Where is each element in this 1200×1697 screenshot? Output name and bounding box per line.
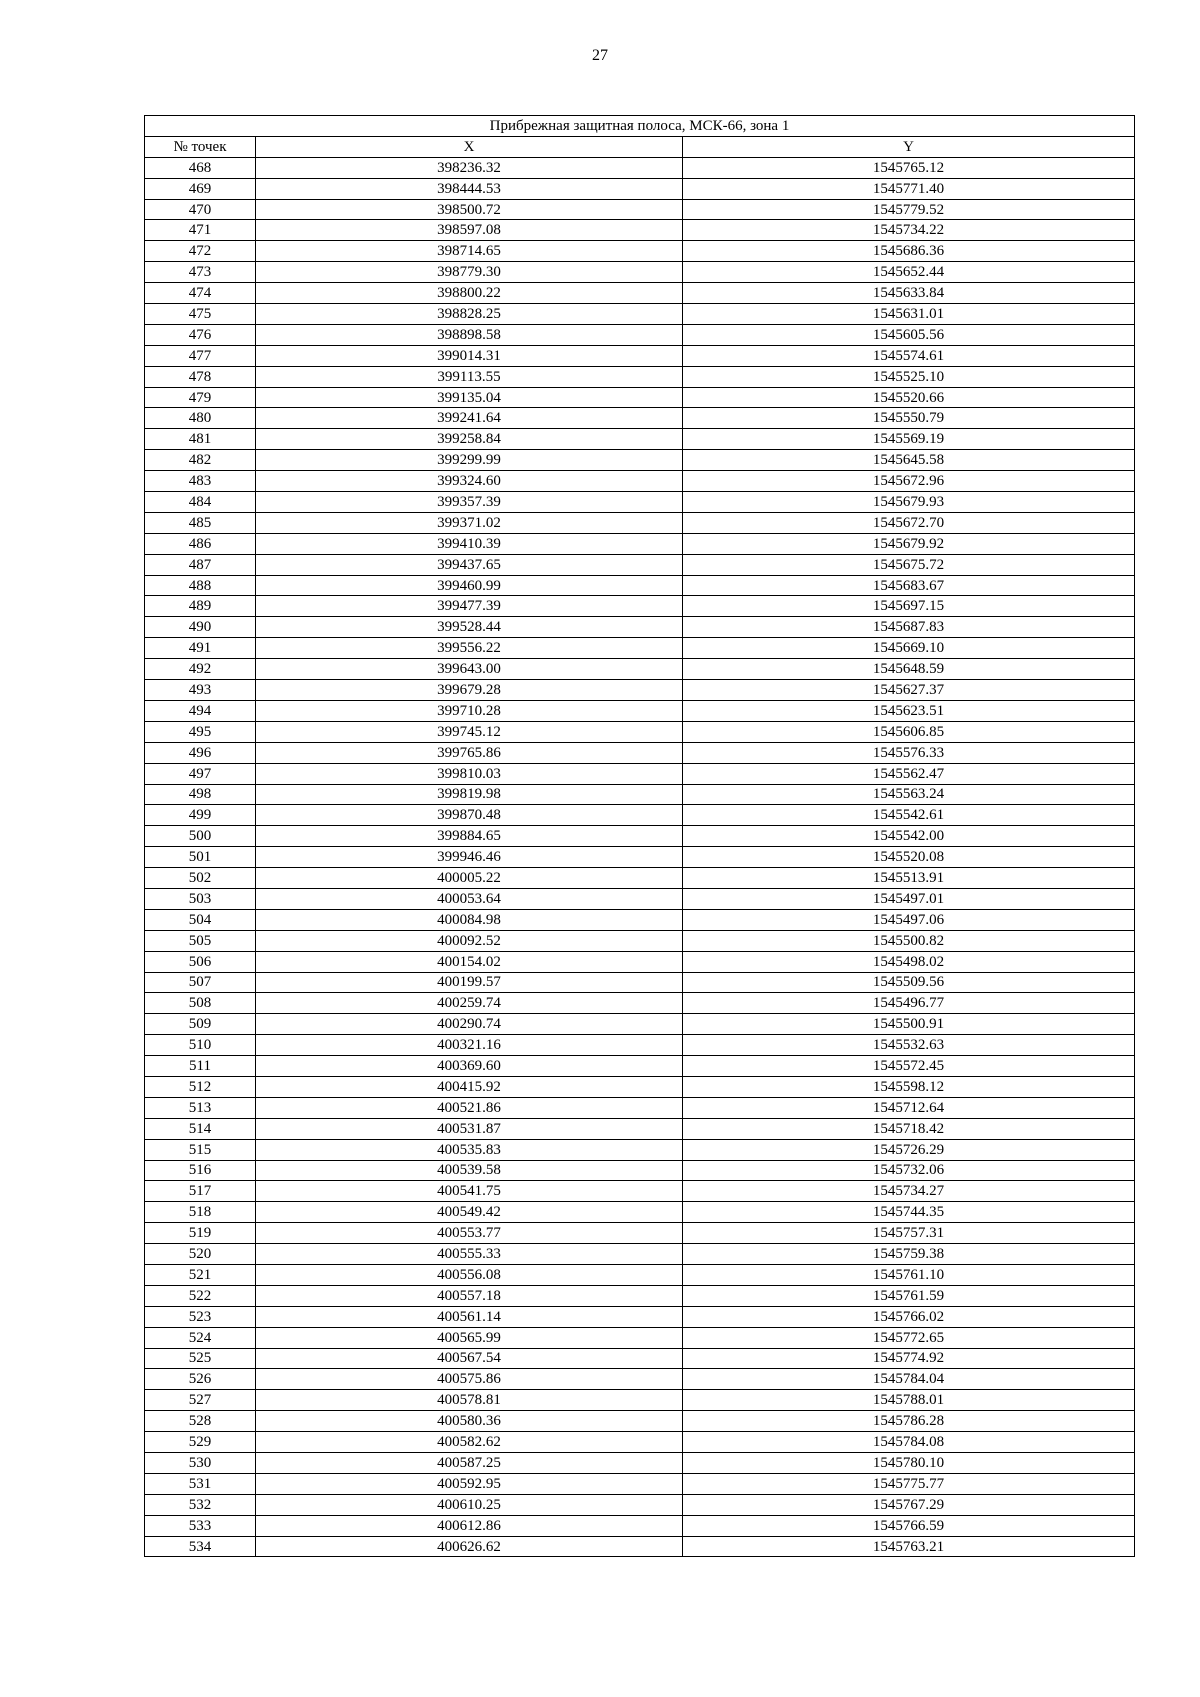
table-row <box>145 868 1135 889</box>
y-coordinate-cell: 1545786.28 <box>683 1411 1135 1432</box>
point-number-cell: 480 <box>145 408 256 429</box>
point-number-cell: 468 <box>145 157 256 178</box>
table-row <box>145 1076 1135 1097</box>
column-header-y: Y <box>683 136 1135 157</box>
y-coordinate-cell: 1545734.22 <box>683 220 1135 241</box>
y-coordinate-cell: 1545784.04 <box>683 1369 1135 1390</box>
y-coordinate-cell: 1545574.61 <box>683 345 1135 366</box>
y-coordinate-cell: 1545675.72 <box>683 554 1135 575</box>
table-row <box>145 1014 1135 1035</box>
y-coordinate-cell: 1545765.12 <box>683 157 1135 178</box>
point-number-cell: 529 <box>145 1432 256 1453</box>
table-row <box>145 492 1135 513</box>
y-coordinate-cell: 1545525.10 <box>683 366 1135 387</box>
table-row <box>145 220 1135 241</box>
x-coordinate-cell: 399324.60 <box>256 471 683 492</box>
y-coordinate-cell: 1545497.01 <box>683 888 1135 909</box>
y-coordinate-cell: 1545779.52 <box>683 199 1135 220</box>
table-row <box>145 1264 1135 1285</box>
x-coordinate-cell: 400567.54 <box>256 1348 683 1369</box>
x-coordinate-cell: 399113.55 <box>256 366 683 387</box>
x-coordinate-cell: 399437.65 <box>256 554 683 575</box>
x-coordinate-cell: 399014.31 <box>256 345 683 366</box>
y-coordinate-cell: 1545744.35 <box>683 1202 1135 1223</box>
table-row <box>145 951 1135 972</box>
point-number-cell: 509 <box>145 1014 256 1035</box>
table-row <box>145 1473 1135 1494</box>
point-number-cell: 490 <box>145 617 256 638</box>
table-row <box>145 659 1135 680</box>
point-number-cell: 527 <box>145 1390 256 1411</box>
y-coordinate-cell: 1545645.58 <box>683 450 1135 471</box>
point-number-cell: 528 <box>145 1411 256 1432</box>
point-number-cell: 530 <box>145 1453 256 1474</box>
x-coordinate-cell: 400415.92 <box>256 1076 683 1097</box>
y-coordinate-cell: 1545652.44 <box>683 262 1135 283</box>
table-row <box>145 721 1135 742</box>
point-number-cell: 493 <box>145 680 256 701</box>
y-coordinate-cell: 1545500.82 <box>683 930 1135 951</box>
table-row <box>145 554 1135 575</box>
x-coordinate-cell: 400541.75 <box>256 1181 683 1202</box>
table-title: Прибрежная защитная полоса, МСК-66, зона 1 <box>145 116 1135 137</box>
point-number-cell: 481 <box>145 429 256 450</box>
point-number-cell: 486 <box>145 533 256 554</box>
point-number-cell: 499 <box>145 805 256 826</box>
x-coordinate-cell: 398779.30 <box>256 262 683 283</box>
y-coordinate-cell: 1545550.79 <box>683 408 1135 429</box>
x-coordinate-cell: 400578.81 <box>256 1390 683 1411</box>
table-row <box>145 429 1135 450</box>
x-coordinate-cell: 398828.25 <box>256 304 683 325</box>
point-number-cell: 485 <box>145 512 256 533</box>
y-coordinate-cell: 1545669.10 <box>683 638 1135 659</box>
y-coordinate-cell: 1545509.56 <box>683 972 1135 993</box>
y-coordinate-cell: 1545633.84 <box>683 283 1135 304</box>
point-number-cell: 510 <box>145 1035 256 1056</box>
x-coordinate-cell: 399135.04 <box>256 387 683 408</box>
y-coordinate-cell: 1545513.91 <box>683 868 1135 889</box>
x-coordinate-cell: 400535.83 <box>256 1139 683 1160</box>
y-coordinate-cell: 1545496.77 <box>683 993 1135 1014</box>
x-coordinate-cell: 400580.36 <box>256 1411 683 1432</box>
x-coordinate-cell: 399357.39 <box>256 492 683 513</box>
point-number-cell: 516 <box>145 1160 256 1181</box>
x-coordinate-cell: 399679.28 <box>256 680 683 701</box>
table-row <box>145 742 1135 763</box>
x-coordinate-cell: 398236.32 <box>256 157 683 178</box>
y-coordinate-cell: 1545606.85 <box>683 721 1135 742</box>
x-coordinate-cell: 398597.08 <box>256 220 683 241</box>
x-coordinate-cell: 399477.39 <box>256 596 683 617</box>
point-number-cell: 534 <box>145 1536 256 1557</box>
y-coordinate-cell: 1545627.37 <box>683 680 1135 701</box>
y-coordinate-cell: 1545672.70 <box>683 512 1135 533</box>
table-row <box>145 826 1135 847</box>
y-coordinate-cell: 1545679.93 <box>683 492 1135 513</box>
table-row <box>145 930 1135 951</box>
point-number-cell: 500 <box>145 826 256 847</box>
x-coordinate-cell: 399884.65 <box>256 826 683 847</box>
point-number-cell: 471 <box>145 220 256 241</box>
table-row <box>145 1056 1135 1077</box>
table-row <box>145 680 1135 701</box>
x-coordinate-cell: 400549.42 <box>256 1202 683 1223</box>
y-coordinate-cell: 1545761.10 <box>683 1264 1135 1285</box>
table-row <box>145 1097 1135 1118</box>
x-coordinate-cell: 399528.44 <box>256 617 683 638</box>
point-number-cell: 494 <box>145 700 256 721</box>
x-coordinate-cell: 399410.39 <box>256 533 683 554</box>
point-number-cell: 491 <box>145 638 256 659</box>
point-number-cell: 475 <box>145 304 256 325</box>
table-row <box>145 805 1135 826</box>
x-coordinate-cell: 400612.86 <box>256 1515 683 1536</box>
x-coordinate-cell: 400561.14 <box>256 1306 683 1327</box>
y-coordinate-cell: 1545498.02 <box>683 951 1135 972</box>
coordinates-table <box>144 115 1135 1557</box>
point-number-cell: 514 <box>145 1118 256 1139</box>
table-row <box>145 993 1135 1014</box>
table-row <box>145 1160 1135 1181</box>
point-number-cell: 496 <box>145 742 256 763</box>
y-coordinate-cell: 1545631.01 <box>683 304 1135 325</box>
y-coordinate-cell: 1545605.56 <box>683 324 1135 345</box>
x-coordinate-cell: 399258.84 <box>256 429 683 450</box>
x-coordinate-cell: 400553.77 <box>256 1223 683 1244</box>
table-row <box>145 283 1135 304</box>
point-number-cell: 476 <box>145 324 256 345</box>
x-coordinate-cell: 399460.99 <box>256 575 683 596</box>
x-coordinate-cell: 399946.46 <box>256 847 683 868</box>
x-coordinate-cell: 400557.18 <box>256 1285 683 1306</box>
point-number-cell: 503 <box>145 888 256 909</box>
point-number-cell: 495 <box>145 721 256 742</box>
y-coordinate-cell: 1545732.06 <box>683 1160 1135 1181</box>
x-coordinate-cell: 400053.64 <box>256 888 683 909</box>
y-coordinate-cell: 1545774.92 <box>683 1348 1135 1369</box>
point-number-cell: 484 <box>145 492 256 513</box>
point-number-cell: 508 <box>145 993 256 1014</box>
point-number-cell: 498 <box>145 784 256 805</box>
point-number-cell: 517 <box>145 1181 256 1202</box>
table-row <box>145 847 1135 868</box>
y-coordinate-cell: 1545683.67 <box>683 575 1135 596</box>
table-row <box>145 408 1135 429</box>
point-number-cell: 512 <box>145 1076 256 1097</box>
point-number-cell: 483 <box>145 471 256 492</box>
y-coordinate-cell: 1545563.24 <box>683 784 1135 805</box>
y-coordinate-cell: 1545718.42 <box>683 1118 1135 1139</box>
table-row <box>145 1390 1135 1411</box>
column-header-x: X <box>256 136 683 157</box>
y-coordinate-cell: 1545775.77 <box>683 1473 1135 1494</box>
point-number-cell: 469 <box>145 178 256 199</box>
point-number-cell: 518 <box>145 1202 256 1223</box>
table-row <box>145 1327 1135 1348</box>
point-number-cell: 531 <box>145 1473 256 1494</box>
point-number-cell: 524 <box>145 1327 256 1348</box>
y-coordinate-cell: 1545726.29 <box>683 1139 1135 1160</box>
point-number-cell: 470 <box>145 199 256 220</box>
x-coordinate-cell: 400321.16 <box>256 1035 683 1056</box>
table-row <box>145 763 1135 784</box>
y-coordinate-cell: 1545697.15 <box>683 596 1135 617</box>
x-coordinate-cell: 400610.25 <box>256 1494 683 1515</box>
table-row <box>145 1139 1135 1160</box>
x-coordinate-cell: 400626.62 <box>256 1536 683 1557</box>
page-number: 27 <box>592 47 608 64</box>
point-number-cell: 497 <box>145 763 256 784</box>
point-number-cell: 519 <box>145 1223 256 1244</box>
y-coordinate-cell: 1545672.96 <box>683 471 1135 492</box>
point-number-cell: 478 <box>145 366 256 387</box>
table-row <box>145 1453 1135 1474</box>
table-row <box>145 471 1135 492</box>
x-coordinate-cell: 400290.74 <box>256 1014 683 1035</box>
table-row <box>145 1306 1135 1327</box>
point-number-cell: 473 <box>145 262 256 283</box>
y-coordinate-cell: 1545532.63 <box>683 1035 1135 1056</box>
y-coordinate-cell: 1545780.10 <box>683 1453 1135 1474</box>
x-coordinate-cell: 400539.58 <box>256 1160 683 1181</box>
table-row <box>145 1181 1135 1202</box>
point-number-cell: 477 <box>145 345 256 366</box>
x-coordinate-cell: 400369.60 <box>256 1056 683 1077</box>
point-number-cell: 520 <box>145 1244 256 1265</box>
point-number-cell: 472 <box>145 241 256 262</box>
x-coordinate-cell: 398500.72 <box>256 199 683 220</box>
table-row <box>145 366 1135 387</box>
point-number-cell: 526 <box>145 1369 256 1390</box>
x-coordinate-cell: 400084.98 <box>256 909 683 930</box>
table-row <box>145 199 1135 220</box>
point-number-cell: 522 <box>145 1285 256 1306</box>
y-coordinate-cell: 1545788.01 <box>683 1390 1135 1411</box>
x-coordinate-cell: 400092.52 <box>256 930 683 951</box>
table-row <box>145 575 1135 596</box>
x-coordinate-cell: 399765.86 <box>256 742 683 763</box>
y-coordinate-cell: 1545679.92 <box>683 533 1135 554</box>
y-coordinate-cell: 1545766.02 <box>683 1306 1135 1327</box>
point-number-cell: 513 <box>145 1097 256 1118</box>
x-coordinate-cell: 399870.48 <box>256 805 683 826</box>
y-coordinate-cell: 1545500.91 <box>683 1014 1135 1035</box>
y-coordinate-cell: 1545772.65 <box>683 1327 1135 1348</box>
x-coordinate-cell: 399745.12 <box>256 721 683 742</box>
point-number-cell: 474 <box>145 283 256 304</box>
table-row <box>145 888 1135 909</box>
x-coordinate-cell: 398800.22 <box>256 283 683 304</box>
table-row <box>145 596 1135 617</box>
table-row <box>145 972 1135 993</box>
y-coordinate-cell: 1545767.29 <box>683 1494 1135 1515</box>
table-row <box>145 909 1135 930</box>
point-number-cell: 523 <box>145 1306 256 1327</box>
table-row <box>145 1369 1135 1390</box>
table-row <box>145 1348 1135 1369</box>
x-coordinate-cell: 400259.74 <box>256 993 683 1014</box>
x-coordinate-cell: 399371.02 <box>256 512 683 533</box>
point-number-cell: 488 <box>145 575 256 596</box>
table-row <box>145 1494 1135 1515</box>
table-row <box>145 1432 1135 1453</box>
x-coordinate-cell: 400582.62 <box>256 1432 683 1453</box>
point-number-cell: 525 <box>145 1348 256 1369</box>
y-coordinate-cell: 1545569.19 <box>683 429 1135 450</box>
point-number-cell: 521 <box>145 1264 256 1285</box>
y-coordinate-cell: 1545763.21 <box>683 1536 1135 1557</box>
table-row <box>145 512 1135 533</box>
x-coordinate-cell: 398898.58 <box>256 324 683 345</box>
point-number-cell: 487 <box>145 554 256 575</box>
table-row <box>145 533 1135 554</box>
point-number-cell: 505 <box>145 930 256 951</box>
y-coordinate-cell: 1545520.66 <box>683 387 1135 408</box>
y-coordinate-cell: 1545687.83 <box>683 617 1135 638</box>
y-coordinate-cell: 1545784.08 <box>683 1432 1135 1453</box>
table-row <box>145 304 1135 325</box>
point-number-cell: 507 <box>145 972 256 993</box>
point-number-cell: 501 <box>145 847 256 868</box>
table-row <box>145 1536 1135 1557</box>
y-coordinate-cell: 1545766.59 <box>683 1515 1135 1536</box>
y-coordinate-cell: 1545712.64 <box>683 1097 1135 1118</box>
table-row <box>145 387 1135 408</box>
table-row <box>145 1118 1135 1139</box>
y-coordinate-cell: 1545576.33 <box>683 742 1135 763</box>
table-row <box>145 1202 1135 1223</box>
y-coordinate-cell: 1545757.31 <box>683 1223 1135 1244</box>
x-coordinate-cell: 399810.03 <box>256 763 683 784</box>
x-coordinate-cell: 400154.02 <box>256 951 683 972</box>
x-coordinate-cell: 400521.86 <box>256 1097 683 1118</box>
table-row <box>145 1515 1135 1536</box>
table-row <box>145 1244 1135 1265</box>
y-coordinate-cell: 1545542.00 <box>683 826 1135 847</box>
point-number-cell: 533 <box>145 1515 256 1536</box>
point-number-cell: 506 <box>145 951 256 972</box>
x-coordinate-cell: 399299.99 <box>256 450 683 471</box>
x-coordinate-cell: 398444.53 <box>256 178 683 199</box>
x-coordinate-cell: 399710.28 <box>256 700 683 721</box>
table-row <box>145 262 1135 283</box>
y-coordinate-cell: 1545686.36 <box>683 241 1135 262</box>
table-row <box>145 1285 1135 1306</box>
x-coordinate-cell: 399643.00 <box>256 659 683 680</box>
x-coordinate-cell: 400555.33 <box>256 1244 683 1265</box>
table-row <box>145 324 1135 345</box>
x-coordinate-cell: 400556.08 <box>256 1264 683 1285</box>
x-coordinate-cell: 400565.99 <box>256 1327 683 1348</box>
point-number-cell: 479 <box>145 387 256 408</box>
point-number-cell: 492 <box>145 659 256 680</box>
x-coordinate-cell: 399819.98 <box>256 784 683 805</box>
table-row <box>145 450 1135 471</box>
table-row <box>145 241 1135 262</box>
point-number-cell: 482 <box>145 450 256 471</box>
table-row <box>145 700 1135 721</box>
y-coordinate-cell: 1545598.12 <box>683 1076 1135 1097</box>
point-number-cell: 504 <box>145 909 256 930</box>
x-coordinate-cell: 400199.57 <box>256 972 683 993</box>
x-coordinate-cell: 399556.22 <box>256 638 683 659</box>
y-coordinate-cell: 1545771.40 <box>683 178 1135 199</box>
table-row <box>145 1411 1135 1432</box>
y-coordinate-cell: 1545542.61 <box>683 805 1135 826</box>
y-coordinate-cell: 1545572.45 <box>683 1056 1135 1077</box>
table-header-row <box>145 136 1135 157</box>
table-row <box>145 1223 1135 1244</box>
x-coordinate-cell: 400005.22 <box>256 868 683 889</box>
table-body <box>145 157 1135 1557</box>
x-coordinate-cell: 400592.95 <box>256 1473 683 1494</box>
point-number-cell: 489 <box>145 596 256 617</box>
table-row <box>145 617 1135 638</box>
y-coordinate-cell: 1545562.47 <box>683 763 1135 784</box>
y-coordinate-cell: 1545759.38 <box>683 1244 1135 1265</box>
x-coordinate-cell: 399241.64 <box>256 408 683 429</box>
table-row <box>145 1035 1135 1056</box>
table-row <box>145 345 1135 366</box>
y-coordinate-cell: 1545623.51 <box>683 700 1135 721</box>
x-coordinate-cell: 398714.65 <box>256 241 683 262</box>
y-coordinate-cell: 1545497.06 <box>683 909 1135 930</box>
y-coordinate-cell: 1545520.08 <box>683 847 1135 868</box>
point-number-cell: 532 <box>145 1494 256 1515</box>
y-coordinate-cell: 1545761.59 <box>683 1285 1135 1306</box>
table-row <box>145 638 1135 659</box>
table-row <box>145 178 1135 199</box>
table-title-row <box>145 116 1135 137</box>
point-number-cell: 511 <box>145 1056 256 1077</box>
y-coordinate-cell: 1545648.59 <box>683 659 1135 680</box>
table-row <box>145 157 1135 178</box>
point-number-cell: 515 <box>145 1139 256 1160</box>
x-coordinate-cell: 400587.25 <box>256 1453 683 1474</box>
x-coordinate-cell: 400531.87 <box>256 1118 683 1139</box>
table-row <box>145 784 1135 805</box>
point-number-cell: 502 <box>145 868 256 889</box>
y-coordinate-cell: 1545734.27 <box>683 1181 1135 1202</box>
column-header-point-number: № точек <box>145 136 256 157</box>
x-coordinate-cell: 400575.86 <box>256 1369 683 1390</box>
